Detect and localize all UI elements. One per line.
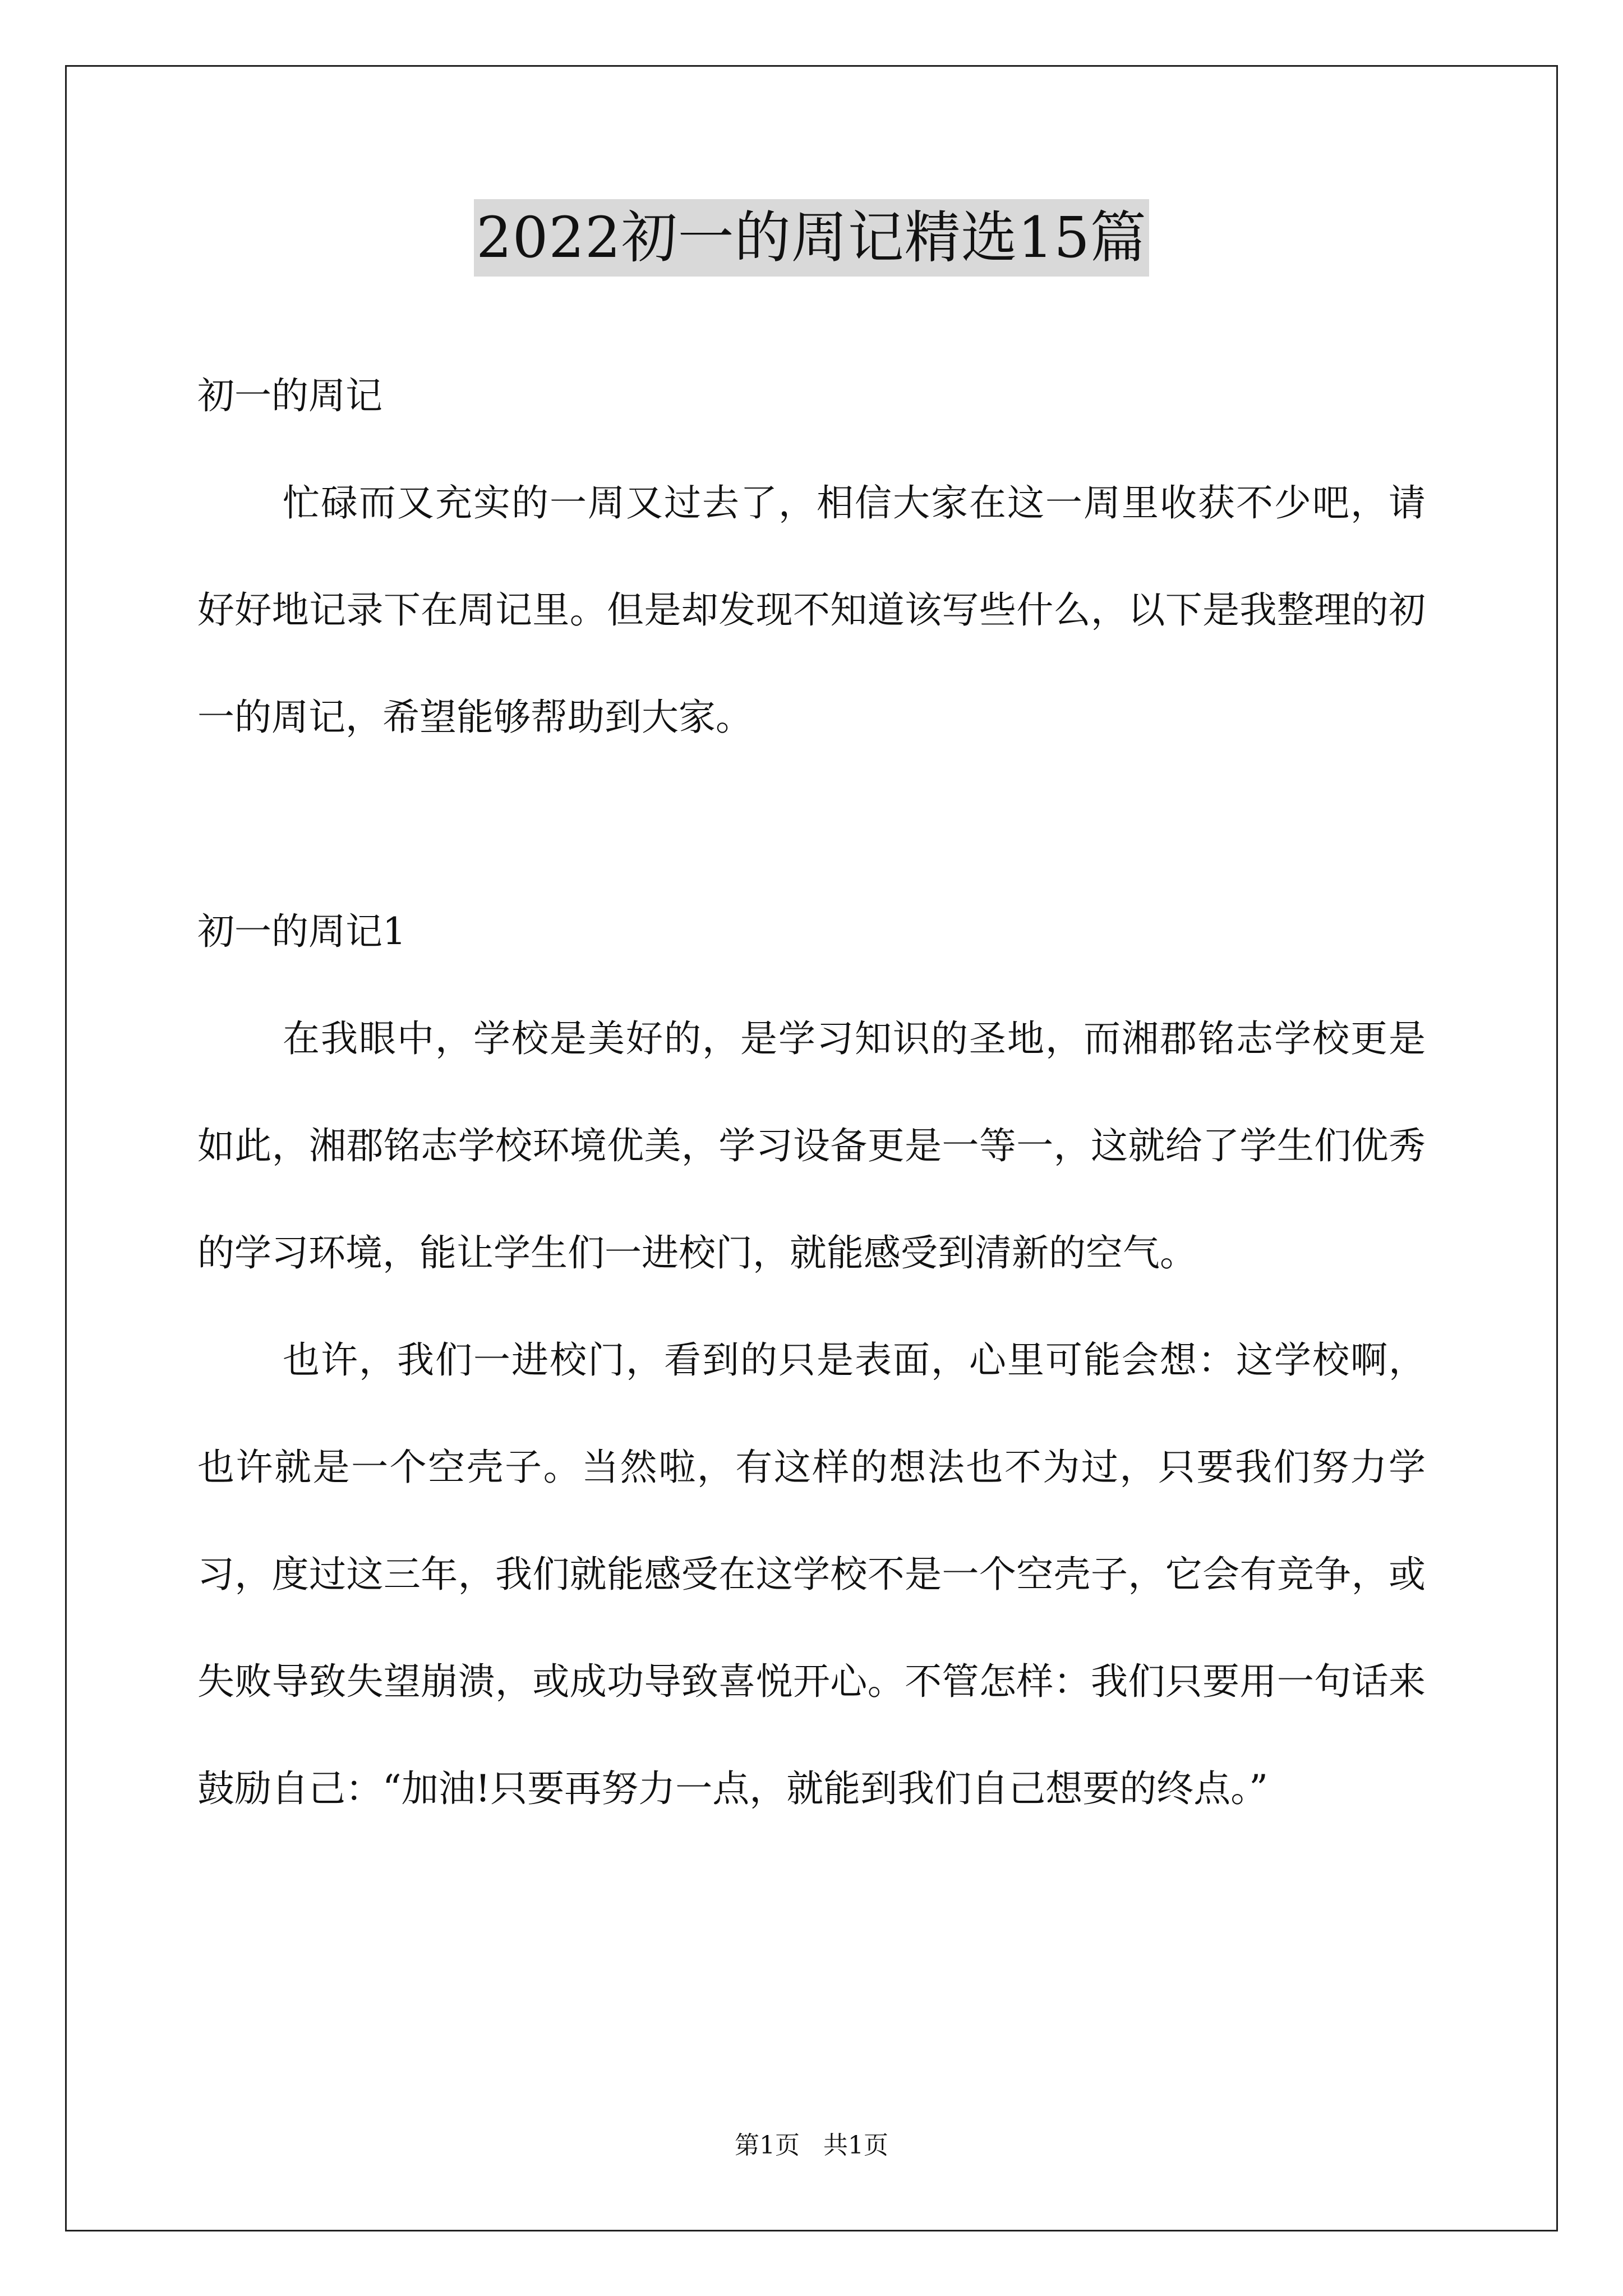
page-number: 第1页 共1页	[735, 2131, 888, 2160]
document-body	[197, 342, 1426, 1842]
entry1-paragraph-1: 在我眼中，学校是美好的，是学习知识的圣地，而湘郡铭志学校更是如此，湘郡铭志学校环境优美，学习设备更是一等一，这就给了学生们优秀的学习环境，能让学生们一进校门，就能感受到清新的空气。	[197, 1017, 1426, 1274]
section-spacer	[197, 771, 1426, 878]
title-container	[0, 199, 1623, 277]
entry1-heading: 初一的周记1	[197, 910, 406, 953]
intro-paragraph: 忙碌而又充实的一周又过去了，相信大家在这一周里收获不少吧，请好好地记录下在周记里。但是却发现不知道该写些什么，以下是我整理的初一的周记，希望能够帮助到大家。	[197, 481, 1426, 739]
intro-heading: 初一的周记	[197, 374, 382, 417]
document-title: 2022初一的周记精选15篇	[474, 199, 1149, 277]
page-footer	[0, 2129, 1623, 2162]
entry1-paragraph-2: 也许，我们一进校门，看到的只是表面，心里可能会想：这学校啊，也许就是一个空壳子。当然啦，有这样的想法也不为过，只要我们努力学习，度过这三年，我们就能感受在这学校不是一个空壳子，它会有竞争，或失败导致失望崩溃，或成功导致喜悦开心。不管怎样：我们只要用一句话来鼓励自己：“加油!只要再努力一点，就能到我们自己想要的终点。”	[197, 1338, 1426, 1810]
